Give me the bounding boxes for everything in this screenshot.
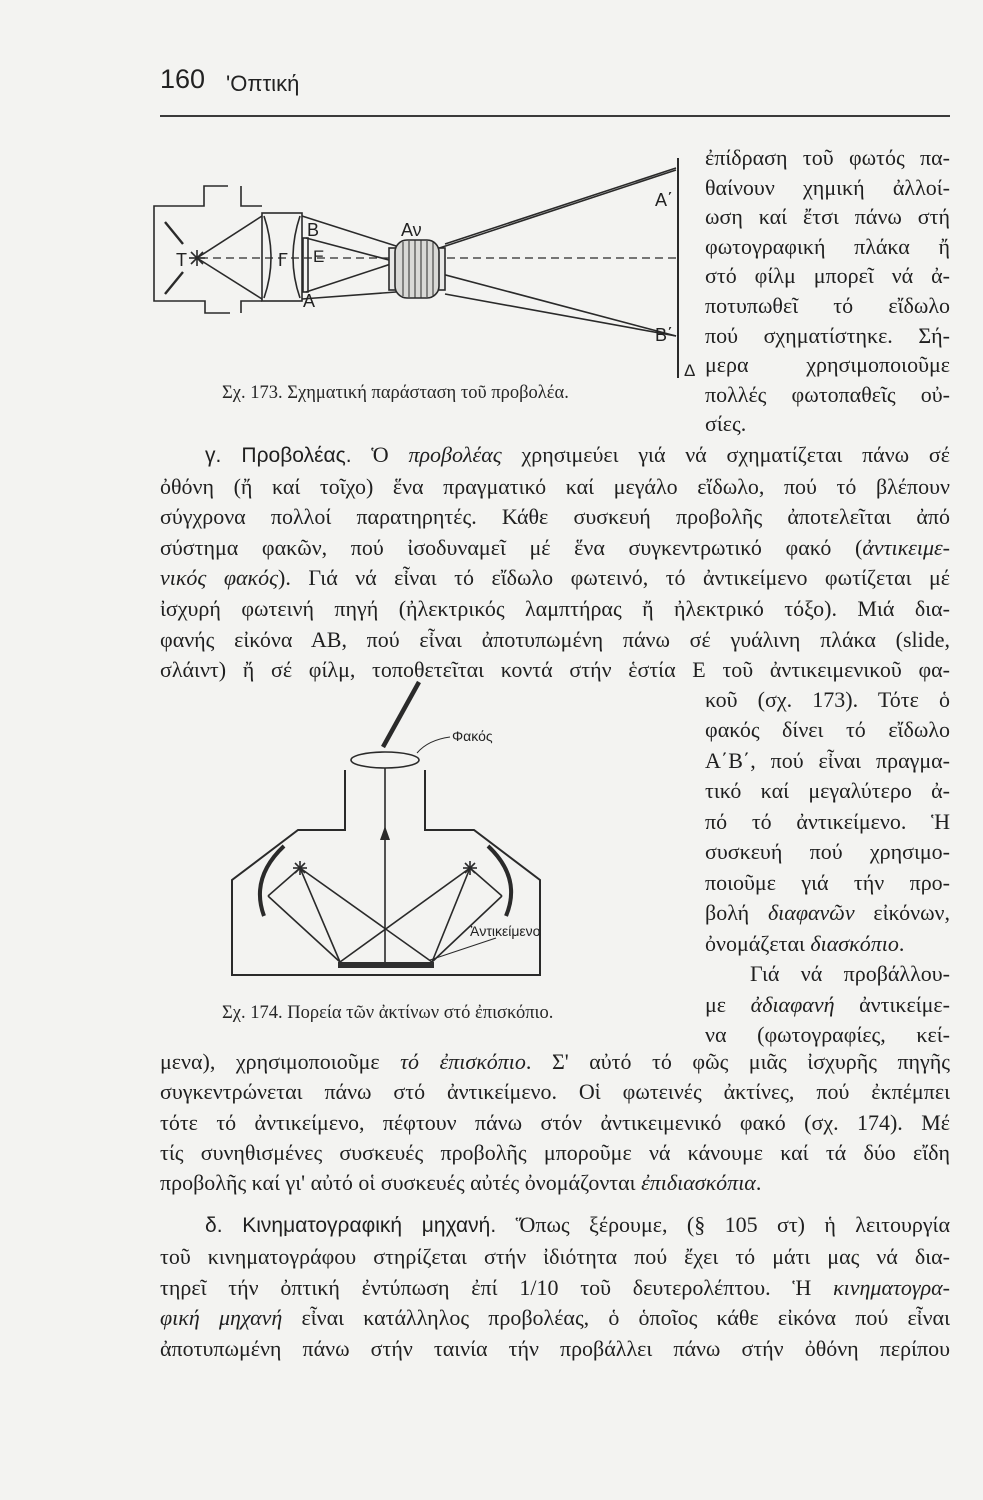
text-run: σύγχρονα πολλοί παρατηρητές. Κάθε συσκευή προβολῆς ἀποτελεῖται ἀπό	[160, 504, 950, 530]
text-line	[705, 409, 950, 439]
text-line	[160, 594, 950, 625]
paragraph-cinema-projector	[160, 1210, 950, 1365]
running-title: 'Οπτική	[226, 71, 300, 96]
ray-condenser-lower	[302, 292, 396, 299]
text-line	[160, 472, 950, 503]
text-line	[160, 440, 950, 472]
text-line	[160, 563, 950, 594]
label-objective: Αν	[401, 220, 422, 240]
emphasized-text: κινηματογρα-	[833, 1274, 950, 1300]
text-run: τηρεῖ τήν ὀπτική ἐντύπωση ἐπί 1/10 τοῦ δευτερολέπτου. Ἡ	[160, 1274, 834, 1300]
reflector-upper	[165, 222, 183, 244]
text-run: πολλές φωτοπαθεῖς οὐ-	[705, 381, 950, 407]
text-line	[705, 261, 950, 291]
emphasized-text: προβολέας	[408, 442, 502, 467]
label-condenser: Γ	[278, 250, 288, 270]
emphasized-text: διαφανῶν	[767, 900, 855, 926]
text-run: μενα), χρησιμοποιοῦμε	[160, 1049, 401, 1074]
label-lamp: Τ	[176, 250, 187, 270]
text-run: φανής εἰκόνα ΑΒ, πού εἶναι ἀποτυπωμένη πάνω σέ γυάλινη πλάκα (slide,	[160, 626, 950, 652]
text-line	[705, 837, 950, 867]
text-line	[160, 1108, 950, 1138]
text-line	[160, 1047, 950, 1077]
text-run: τίς συνηθισμένες συσκευές προβολῆς μποροῦμε νά κάνουμε καί τά δύο εἴδη	[160, 1139, 950, 1165]
ray-lamp-upper	[197, 216, 262, 258]
figure-174-caption: Σχ. 174. Πορεία τῶν ἀκτίνων στό ἐπισκόπιο.	[222, 1003, 554, 1023]
ray-lamp-lower	[197, 258, 262, 299]
objective-lens	[395, 240, 439, 298]
text-line	[160, 533, 950, 564]
label-screen: Δ	[684, 361, 696, 380]
text-run: Ὁ	[351, 442, 409, 467]
text-run: πό τό ἀντικείμενο. Ἡ	[705, 808, 950, 834]
text-line	[705, 868, 950, 898]
text-run: φακός δίνει τό εἴδωλο	[705, 717, 950, 743]
text-run: . Σ' αὐτό τό φῶς μιᾶς ἰσχυρῆς πηγῆς	[525, 1049, 950, 1074]
text-run: τότε τό ἀντικείμενο, πέφτουν πάνω στόν ἀντικειμενικό φακό (σχ. 174). Μέ	[160, 1109, 950, 1135]
label-image-bottom: Β΄	[655, 325, 673, 345]
text-line	[705, 350, 950, 380]
right-column-text-top	[705, 143, 950, 439]
text-run: ἰσχυρή φωτεινή πηγή (ἠλεκτρικός λαμπτήρας ἤ ἠλεκτρικό τόξο). Μιά δια-	[160, 595, 950, 621]
emphasized-text: ἀδιαφανή	[750, 991, 835, 1017]
text-line	[705, 202, 950, 232]
text-run: ποτυπωθεῖ τό εἴδωλο	[705, 292, 950, 318]
text-line	[705, 685, 950, 715]
text-run: σλάιντ) ἤ σέ φίλμ, τοποθετεῖται κοντά στήν ἑστία Ε τοῦ ἀντικειμενικοῦ φα-	[160, 657, 950, 683]
emphasized-text: φική μηχανή	[160, 1305, 283, 1331]
lens	[351, 752, 419, 768]
paragraph-episcope	[160, 1047, 950, 1198]
text-line	[160, 1273, 950, 1304]
text-line	[705, 143, 950, 173]
text-run: ωση καί ἔτσι πάνω στή	[705, 204, 950, 230]
text-line	[705, 959, 950, 989]
text-line	[705, 1020, 950, 1050]
ray-right-3	[470, 868, 502, 896]
lens-leader	[417, 737, 450, 753]
condenser-curve-left	[264, 216, 271, 298]
text-run: τοῦ κινηματογράφου στηρίζεται στήν ἰδιότητα πού ἔχει τό μάτι μας νά δια-	[160, 1243, 950, 1269]
housing-bracket-bottom	[241, 301, 262, 313]
text-run: ). Γιά νά εἶναι τό εἴδωλο φωτεινό, τό ἀντικείμενο φωτίζεται μέ	[278, 565, 950, 591]
text-run: συγκεντρώνεται πάνω στό ἀντικείμενο. Οἱ φωτεινές ἀκτίνες, πού ἐκπέμπει	[160, 1079, 950, 1105]
text-run: φωτογραφική πλάκα ἤ	[705, 233, 950, 259]
text-run: τικό καί μεγαλύτερο ἀ-	[705, 778, 950, 804]
ray-b-to-b-prime	[306, 238, 676, 336]
text-run: θαίνουν χημική ἀλλοί-	[705, 174, 950, 200]
ray-objective-upper	[445, 168, 676, 244]
text-run: ὀθόνη (ἤ καί τοῖχο) ἕνα πραγματικό καί μεγάλο εἴδωλο, πού τό βλέπουν	[160, 473, 950, 499]
text-line	[705, 746, 950, 776]
arrow-up-icon	[380, 826, 390, 840]
ray-objective-lower	[445, 294, 676, 336]
label-object-bottom: Α	[303, 291, 316, 311]
emphasized-text: διασκόπιο	[810, 930, 899, 956]
text-line	[705, 173, 950, 203]
emphasized-text: ἐπιδιασκόπια	[641, 1170, 756, 1196]
text-run: ὀνομάζεται	[705, 930, 811, 956]
text-line	[705, 321, 950, 351]
text-run: ἀποτυπωμένη πάνω στήν ταινία τήν προβάλλει πάνω στήν ὀθόνη περίπου	[160, 1336, 950, 1361]
emphasized-text: νικός φακός	[160, 565, 279, 591]
text-run: σύστημα φακῶν, πού ἰσοδυναμεῖ μέ ἕνα συγκεντρωτικό φακό (	[160, 534, 863, 560]
text-line	[160, 1303, 950, 1334]
ray-left-4	[268, 896, 340, 962]
text-run: βολή	[705, 900, 768, 926]
text-run: σίες.	[705, 411, 747, 437]
text-line	[160, 1168, 950, 1198]
text-run: Α΄Β΄, πού εἶναι πραγμα-	[705, 747, 950, 773]
text-run: στό φίλμ μπορεῖ νά ἀ-	[705, 263, 950, 289]
text-run: Γιά νά προβάλλου-	[750, 961, 950, 987]
section-heading: γ. Προβολέας.	[205, 444, 352, 467]
header-rule	[160, 115, 950, 117]
text-line	[160, 1210, 950, 1242]
text-line	[160, 625, 950, 656]
housing-bracket-top	[241, 186, 262, 206]
label-focus: Ε	[313, 247, 325, 266]
text-run: ποιοῦμε γιά τήν προ-	[705, 869, 950, 895]
figure-173-diagram	[140, 140, 720, 390]
text-line	[705, 776, 950, 806]
slide-object	[303, 238, 308, 292]
text-line	[160, 1138, 950, 1168]
text-line	[160, 502, 950, 533]
text-line	[160, 1334, 950, 1365]
label-object-top: Β	[307, 220, 320, 240]
text-line	[705, 715, 950, 745]
text-run: Ὅπως ξέρουμε, (§ 105 στ) ἡ λειτουργία	[496, 1212, 950, 1237]
text-line	[160, 1077, 950, 1107]
text-run: χρησιμεύει γιά νά σχηματίζεται πάνω σέ	[501, 442, 950, 467]
text-line	[705, 898, 950, 928]
text-line	[705, 929, 950, 959]
emphasized-text: τό ἐπισκόπιο	[400, 1049, 526, 1074]
text-line	[160, 655, 950, 686]
text-run: συσκευή πού χρησιμο-	[705, 839, 950, 865]
text-run: κοῦ (σχ. 173). Τότε ὁ	[705, 687, 950, 712]
figure-173-caption: Σχ. 173. Σχηματική παράσταση τοῦ προβολέα.	[222, 383, 569, 403]
label-image-top: Α΄	[655, 190, 673, 210]
object-plate	[338, 962, 434, 968]
text-line	[160, 1242, 950, 1273]
text-run: να (φωτογραφίες, κεί-	[705, 1021, 950, 1047]
text-run: προβολῆς καί γι' αὐτό οἱ συσκευές αὐτές ὀνομάζονται	[160, 1170, 642, 1196]
text-line	[705, 380, 950, 410]
text-line	[705, 990, 950, 1020]
figure-174-diagram	[215, 670, 555, 985]
text-run: πού σχηματίστηκε. Σή-	[705, 322, 950, 348]
text-line	[705, 807, 950, 837]
text-run: ἀντικείμε-	[834, 991, 950, 1017]
text-run: με	[705, 991, 751, 1017]
mirror	[383, 682, 419, 747]
text-run: .	[755, 1170, 762, 1196]
ray-left-3	[268, 868, 300, 896]
section-heading: δ. Κινηματογραφική μηχανή.	[205, 1214, 497, 1237]
text-run: εἶναι κατάλληλος προβολέας, ὁ ὁποῖος κάθε εἰκόνα πού εἶναι	[282, 1305, 950, 1331]
reflector-lower	[165, 272, 183, 294]
label-lens: Φακός	[452, 728, 493, 744]
paragraph-projector	[160, 440, 950, 686]
text-run: .	[898, 930, 905, 956]
label-object: Ἀντικείμενο	[470, 923, 541, 939]
emphasized-text: ἀντικειμε-	[862, 534, 950, 560]
text-run: εἰκόνων,	[854, 900, 951, 926]
page-number: 160	[160, 64, 206, 94]
text-line	[705, 291, 950, 321]
condenser-curve-right	[293, 216, 300, 298]
text-run: ἐπίδραση τοῦ φωτός πα-	[705, 145, 950, 170]
ray-a-to-a-prime	[306, 170, 676, 292]
text-line	[705, 232, 950, 262]
episcope-body	[232, 770, 540, 975]
text-run: μερα χρησιμοποιοῦμε	[705, 352, 950, 378]
right-column-text-middle	[705, 685, 950, 1050]
